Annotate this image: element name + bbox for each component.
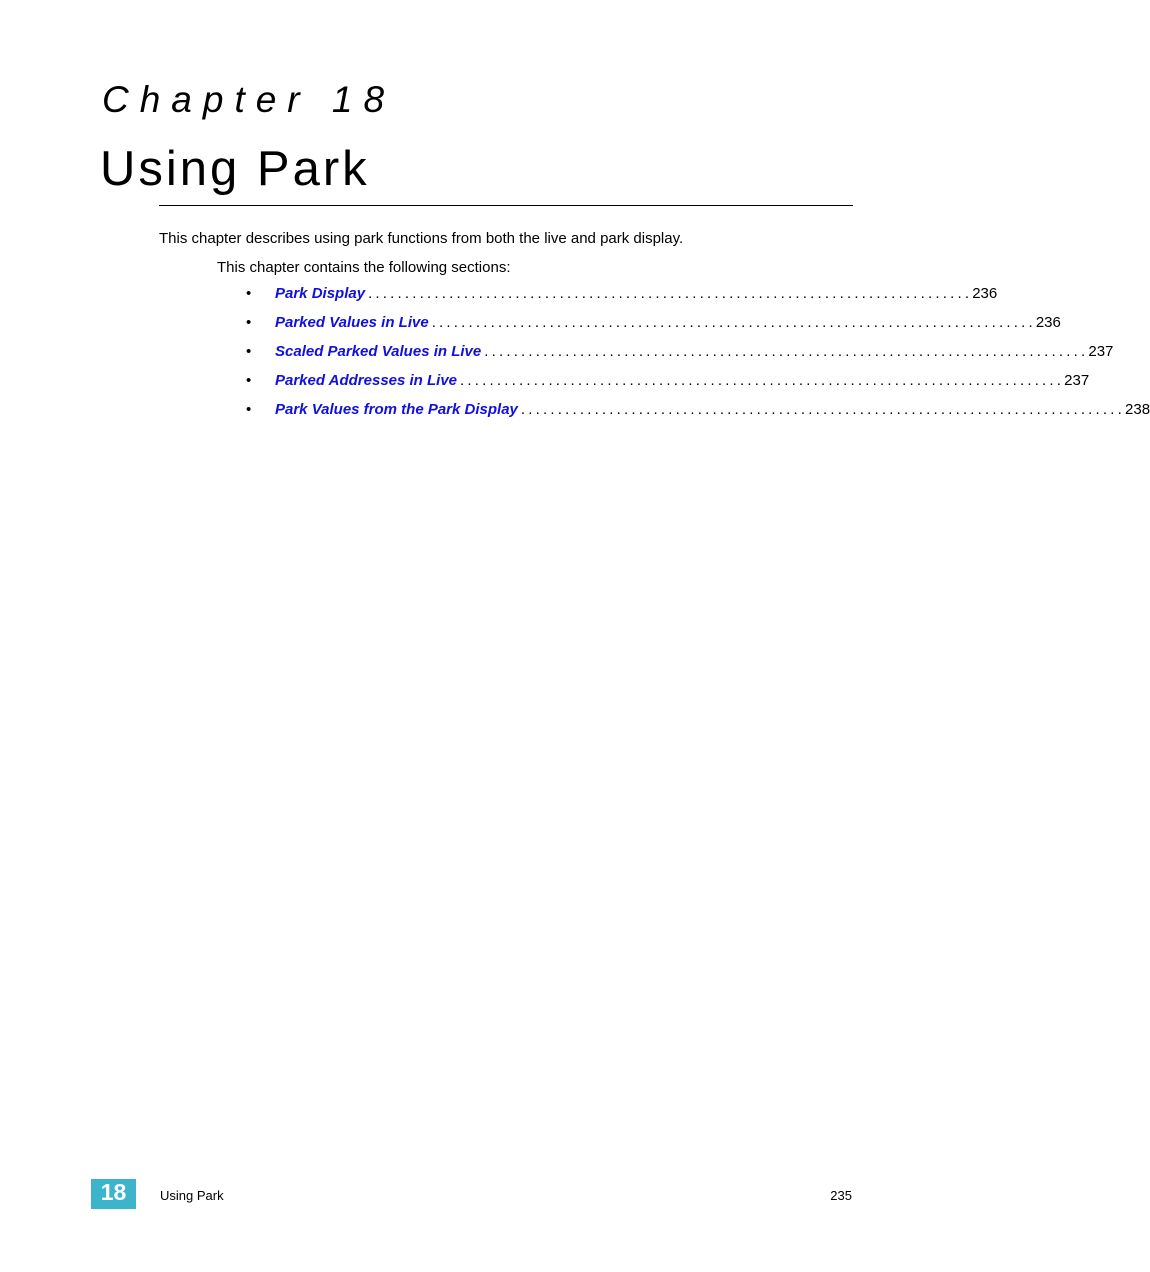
toc-page-number: 236 [1035, 314, 1061, 331]
sections-lead: This chapter contains the following sections: [217, 259, 511, 276]
toc-link-parked-values-in-live[interactable]: Parked Values in Live [275, 314, 429, 331]
title-divider [159, 205, 853, 206]
bullet: • [246, 285, 252, 302]
toc-item-parked-values-in-live [246, 313, 1061, 342]
toc-page-number: 236 [972, 285, 998, 302]
toc-link-park-display[interactable]: Park Display [275, 285, 366, 302]
toc-link-parked-addresses-in-live[interactable]: Parked Addresses in Live [275, 372, 458, 389]
intro-paragraph: This chapter describes using park functions from both the live and park display. [159, 230, 684, 247]
chapter-title: Using Park [100, 142, 370, 196]
toc-item-parked-addresses-in-live [246, 371, 1090, 400]
toc-link-scaled-parked-values-in-live[interactable]: Scaled Parked Values in Live [275, 343, 482, 360]
bullet: • [246, 314, 252, 331]
dot-leader: .................................................................................. [520, 401, 1126, 418]
chapter-number-tab: 18 [91, 1179, 136, 1209]
toc-page-number: 237 [1088, 343, 1114, 360]
toc-item-park-values-from-the-park-display [246, 400, 1150, 429]
bullet: • [246, 401, 252, 418]
toc-item-park-display [246, 284, 998, 313]
section-list [246, 284, 1150, 429]
toc-item-scaled-parked-values-in-live [246, 342, 1114, 371]
chapter-label: Chapter 18 [102, 79, 396, 120]
bullet: • [246, 343, 252, 360]
toc-page-number: 238 [1125, 401, 1150, 418]
footer-title: Using Park [160, 1188, 224, 1203]
dot-leader: .................................................................................. [431, 314, 1036, 331]
dot-leader: .................................................................................. [460, 372, 1065, 389]
dot-leader: .................................................................................. [484, 343, 1089, 360]
footer-page-number: 235 [830, 1188, 852, 1203]
toc-page-number: 237 [1064, 372, 1090, 389]
bullet: • [246, 372, 252, 389]
dot-leader: .................................................................................. [368, 285, 973, 302]
toc-link-park-values-from-the-park-display[interactable]: Park Values from the Park Display [275, 401, 518, 418]
